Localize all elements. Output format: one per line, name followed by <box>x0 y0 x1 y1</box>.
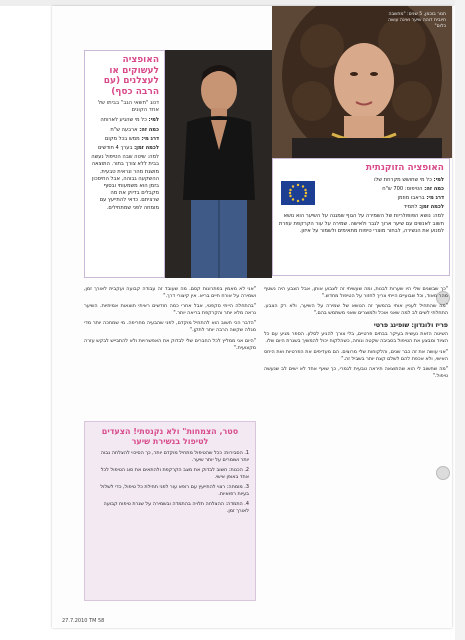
box-line-label: לכמה זמן: <box>134 145 159 152</box>
page-footer: 27.7.2010 TM 58 <box>62 618 105 624</box>
info-box-optimist <box>272 158 450 276</box>
woman-portrait-photo <box>272 6 452 158</box>
article-paragraph: "בהתחלה הייתי סקפטי, אבל אחרי כמה חודשים ראיתי תוצאות אמיתיות. השיער נראה מלא יותר והקרקפת בריאה יותר." <box>84 303 256 317</box>
box-line-label: כמה זה: <box>139 126 159 133</box>
article-paragraph: "היום אני ממליץ לכל החברים שלי לבדוק את האפשרויות ולא להתבייש לבקש עזרה מקצועית." <box>84 337 256 351</box>
box-line-text: לתמיד <box>403 204 418 211</box>
article-paragraph: "מה שחשוב לי הוא שהתוצאה תיראה טבעית לגמרי, כך שאף אחד לא ישים לב שנעשה טיפול." <box>264 365 448 379</box>
article-column-right <box>264 286 448 616</box>
box-body: למה: נושא הפופולריות של השמירה על הגוף שמגנה על השיער הוא נושא חשוב לאנשים עם שיער ארוך לגבר ולאישה. שמירה על עור הקרקפת עוזרת למנוע את הנשירה, לבחור מוצרי טיפוח מתאימים ולשמור על איזון. <box>279 213 444 234</box>
article-paragraph: "מה שהתחיל לעניין אותי בהמשך זה הנושא של שמירה על השיער, ולא רק הצבע. התחלתי לשים לב למה שאני אוכל ולמוצרים שאני משתמש בהם." <box>264 303 448 317</box>
box-title: האופציה הזוקנתית <box>365 163 444 173</box>
box-body: למה: שיטה שבה הטיפול נעשה בבית ללא צורך בתור. התוצאה מושגת מהר ונראית טבעית. ההשקעה גבוהה, אבל החיסכון בזמן הוא משמעותי ובסוף מקבלים בדיוק את מה שרציתם. כדאי להתייעץ עם מומחה לפני שמתחילים. <box>91 154 159 211</box>
article-paragraph: "הדבר הכי חשוב הוא להתחיל מוקדם, לפני שהבעיה מחריפה. מי שמחכה יותר מדי מגלה שקשה הרבה יותר לתקן." <box>84 320 256 334</box>
box-line-text: ארבעה ש"ח <box>110 126 138 133</box>
box-line-label: למי: <box>148 117 159 124</box>
box-title: האופציה לעשוקים או לעצלנים (עם הרבה כסף) <box>103 55 159 97</box>
box-line-text: ממש בכל מקום <box>104 135 140 142</box>
man-portrait-photo <box>165 50 272 278</box>
section-heading: פריז ולונדון: שופינג פרטי <box>373 321 448 330</box>
box-subtitle: דנוג "חשאי הגב" בביתו של אחד הקונים <box>98 100 159 114</box>
box-line-label: דרג מי: <box>141 135 159 142</box>
sidebar-paragraph: 3. מומחה: רצוי להתייעץ עם רופא עור לפני תחילת כל טיפול, כדי לשלול בעיות רפואיות. <box>100 484 249 497</box>
sidebar-paragraph: 2. הכנות: חשוב לבדוק את מצב הקרקפת ולהתאים את סוג הטיפול לכל אחד באופן אישי. <box>100 467 249 480</box>
tips-sidebar <box>84 421 256 601</box>
box-line-text: כל מי שחושש מקרחת שלו <box>374 176 432 183</box>
sidebar-title: סטר, הצמחות" ולא נקנסתי! הצעדים לטיפול בנשירת שיער <box>101 427 239 446</box>
box-line-label: לכמה זמן: <box>419 204 444 211</box>
sidebar-paragraph: 1. הסבירות: ככל שהטיפול מתחיל מוקדם יותר, כך הסיכוי להצלחה גבוה יותר ושומרים על יותר שיער. <box>100 450 249 463</box>
magazine-page <box>52 6 452 628</box>
info-box-extreme <box>84 50 165 278</box>
photo-caption: תמר בוכמן, 5 שנים: "מחשבה חיובית דוהה שיער ואינה עושה כלום" <box>388 12 446 29</box>
box-line-label: דרג מי: <box>426 194 444 201</box>
scan-edge-right <box>455 0 465 640</box>
photo-credit-vertical: · <box>272 52 277 54</box>
eu-flag-icon <box>281 181 315 205</box>
sidebar-paragraph: 4. התמדה: ההצלחה תלויה בהתמדה ובשמירה על שגרת טיפוח קבועה לאורך זמן. <box>103 501 249 514</box>
article-paragraph: "אני עושה את זה כבר שנים, והלקוחות שלי מרוצים. הם מעדיפים את הפרטיות ואת היחס האישי, ולא אכפת להם לשלם קצת יותר בשביל זה." <box>264 348 448 362</box>
box-line-text: בראבו מוזמן <box>397 194 425 201</box>
article-paragraph: "כך שבשנים שלי היו שערות לבנות, ומה שעשיתי זה לצבוע אותן, אבל הצבע היה נשטף מהר מאוד, וכל שבועיים הייתי צריך לחזור על הטיפול מחדש." <box>264 286 448 300</box>
box-line-text: כל מי שהגיע לארוחה <box>100 117 147 124</box>
article-column-left <box>84 286 256 416</box>
article-paragraph: השיטה הזאת נעשית בעיקר בבתים פרטיים, בלי צורך להגיע לסלון. הספר מגיע עם כל הציוד ומבצע את הטיפול בסביבה שקטה ונוחה, כשהלקוח יכול להמשיך בשגרת היום שלו. <box>264 331 448 345</box>
box-line-text: הטיפוס: 700 ש"ח <box>382 185 423 192</box>
box-line-text: בערך 4 חודשים <box>97 145 133 152</box>
article-paragraph: "אני לא מאמין בפתרונות קסם. מה שעובד זה עבודה קבועה ועקבית לאורך זמן, ושמירה על אורח חיים בריא. אין קיצורי דרך." <box>84 286 256 300</box>
box-line-label: למי: <box>433 176 444 183</box>
box-line-label: כמה זה: <box>424 185 444 192</box>
